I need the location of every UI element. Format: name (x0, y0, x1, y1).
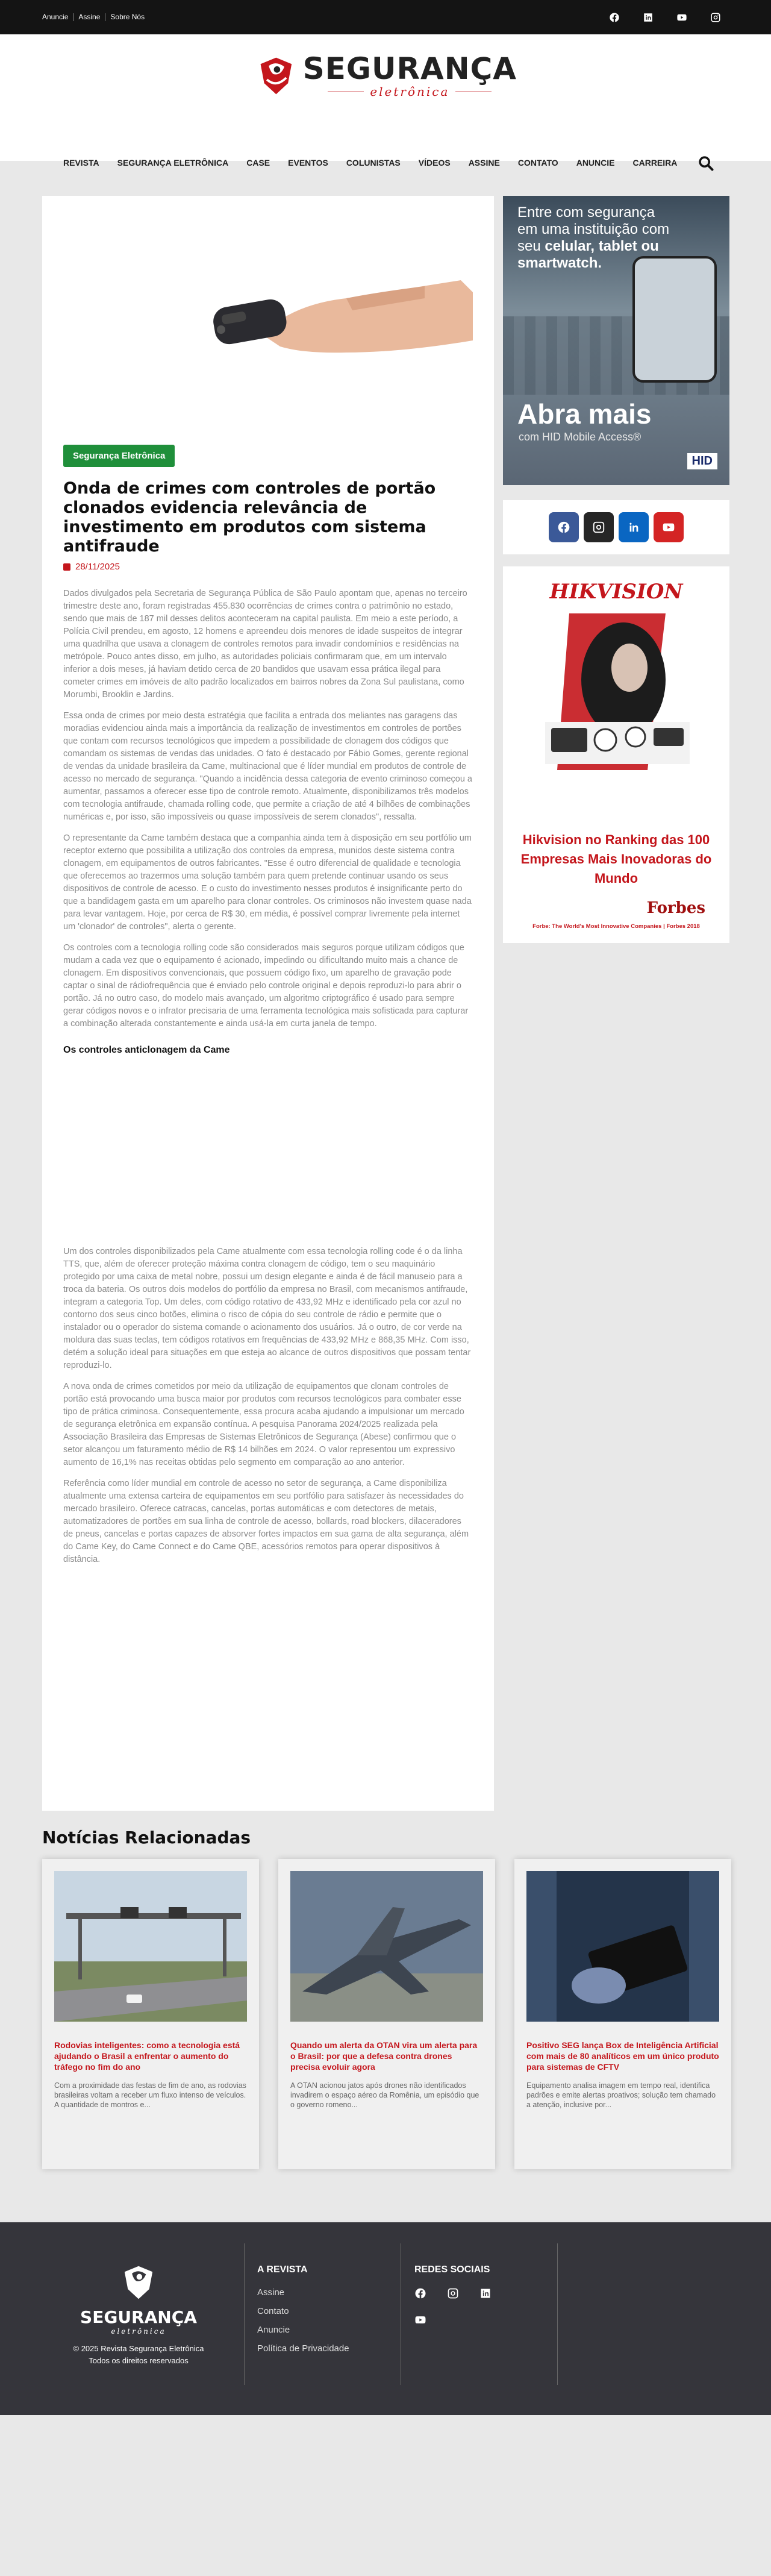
nav-contato[interactable]: CONTATO (517, 158, 558, 168)
logo-mark-icon (120, 2264, 157, 2301)
top-links (42, 13, 149, 21)
sidebar-social (503, 500, 729, 554)
embedded-video-area[interactable] (63, 1065, 473, 1246)
youtube-icon[interactable] (676, 11, 688, 24)
copyright: © 2025 Revista Segurança Eletrônica Todos os direitos reservados (73, 2344, 204, 2365)
site-footer (0, 2222, 771, 2415)
paragraph: A nova onda de crimes cometidos por meio da utilização de equipamentos que clonam controles de portão está provocando uma busca maior por produtos com recursos tecnológicos para combater esse tipo de prática criminosa. Consequentemente, essa procura acaba ajudando a impulsionar um mercado de segurança eletrônica em expansão contínua. A pesquisa Panorama 2024/2025 realizada pela Associação Brasileira das Empresas de Sistemas Eletrônicos de Segurança (Abese) confirmou que o setor alcançou um faturamento médio de R$ 14 bilhões em 2024. O valor representou um expressivo aumento de 16,1% nas receitas obtidas pelo segmento em comparação ao ano anterior. (63, 1382, 464, 1467)
article-body (63, 588, 473, 1575)
nav-carreira[interactable]: CARREIRA (632, 158, 678, 168)
card-image (54, 1871, 247, 2022)
section-heading: Os controles anticlonagem da Came (63, 1045, 230, 1055)
sidebar-ad-hid[interactable] (503, 196, 729, 485)
paragraph: Referência como líder mundial em controle de acesso no setor de segurança, a Came disponibiliza atualmente uma extensa carteira de equipamentos em seu portfólio para satisfazer às necessidades do mercado brasileiro. Oferece catracas, cancelas, portas automáticas e com detectores de metais, automatizadores de portões em sua linha de controle de acesso, bollards, road blockers, dilaceradores de pneus, cancelas e portas capazes de absorver fortes impactos em sua gama de alta segurança, além do Came Key, do Came Connect e do Came QBE, acessórios remotos para operar dispositivos à distância. (63, 1479, 469, 1564)
ad-caption: Forbe: The World's Most Innovative Companies | Forbes 2018 (532, 923, 700, 930)
ad-headline: Abra mais (517, 398, 652, 430)
instagram-icon[interactable] (447, 2287, 459, 2299)
category-badge[interactable]: Segurança Eletrônica (63, 445, 175, 467)
youtube-icon[interactable] (414, 2314, 426, 2326)
nav-seguranca-eletronica[interactable]: SEGURANÇA ELETRÔNICA (117, 158, 229, 168)
card-title[interactable]: Rodovias inteligentes: como a tecnologia está ajudando o Brasil a enfrentar o aumento do tráfego no fim do ano (54, 2040, 240, 2072)
hid-logo: HID (687, 453, 717, 469)
instagram-icon[interactable] (584, 512, 614, 542)
related-card[interactable] (514, 1859, 731, 2169)
card-excerpt: Equipamento analisa imagem em tempo real, identifica padrões e emite alertas proativos; solução tem chamado a atenção, inclusive por... (526, 2081, 716, 2109)
card-excerpt: Com a proximidade das festas de fim de ano, as rodovias brasileiras voltam a receber um fluxo intenso de veículos. A quantidade de montros e... (54, 2081, 246, 2109)
forbes-logo: Forbes (646, 899, 705, 917)
search-icon[interactable] (698, 155, 714, 172)
footer-divider (244, 2243, 245, 2385)
paragraph: Um dos controles disponibilizados pela Came atualmente com essa tecnologia rolling code é o da linha TTS, que, além de oferecer proteção máxima contra clonagem de código, tem o seu maquinário protegido por uma caixa de metal nobre, possui um design elegante e ainda é de fácil manuseio para a troca da bateria. Os outros dois modelos do portfólio da empresa no Brasil, com mecanismos antifraude, integram a categoria Top. Um deles, com código rotativo de 433,92 MHz e identificado pela cor azul no contorno dos seus cinco botões, elimina o risco de cópia do seu controle de rádio e permite que o instalador ou o operador do sistema comande o acionamento dos usuários. Já o outro, de cor verde na moldura das suas teclas, tem códigos rotativos em frequências de 433,92 MHz e 868,35 MHz. Com isso, detém a solução ideal para situações em que esteja ao alcance de outros dispositivos que possam tentar reproduzi-lo. (63, 1247, 471, 1370)
site-logo[interactable] (258, 45, 517, 107)
footer-column-title: REDES SOCIAIS (414, 2264, 490, 2275)
related-card[interactable] (278, 1859, 495, 2169)
card-title[interactable]: Positivo SEG lança Box de Inteligência Artificial com mais de 80 analíticos em um único produto para sistemas de CFTV (526, 2040, 719, 2072)
youtube-icon[interactable] (654, 512, 684, 542)
ad-text: Entre com segurança em uma instituição com seu celular, tablet ou smartwatch. (517, 204, 670, 271)
footer-revista-column (257, 2264, 349, 2362)
hero-image (63, 196, 473, 434)
card-title[interactable]: Quando um alerta da OTAN vira um alerta para o Brasil: por que a defesa contra drones precisa evoluir agora (290, 2040, 478, 2072)
linkedin-icon[interactable] (479, 2287, 492, 2299)
phone-illustration (632, 256, 717, 383)
related-news-heading: Notícias Relacionadas (42, 1828, 251, 1847)
paragraph: Dados divulgados pela Secretaria de Segurança Pública de São Paulo apontam que, apenas no terceiro trimestre deste ano, foram registradas 455.830 ocorrências de crimes contra o patrimônio no estado, sendo que mais de 187 mil desses delitos aconteceram na capital paulista. Em meio a este período, a Polícia Civil prendeu, em agosto, 12 homens e apreendeu dois menores de idade suspeitos de integrar uma quadrilha que usava a clonagem de controles remotos para invadir condomínios e residências na metrópole. Pouco antes disso, em julho, as autoridades policiais confirmaram que, em um intervalo inferior a dois meses, já haviam detido cerca de 20 bandidos que usavam essa prática ilegal para cometer crimes em imóveis de alto padrão localizados em bairros nobres da Zona Sul paulistana, como Morumbi, Brooklin e Jardins. (63, 589, 467, 700)
footer-logo-subtitle: eletrônica (111, 2327, 166, 2336)
facebook-icon[interactable] (549, 512, 579, 542)
footer-divider (557, 2243, 558, 2385)
top-social-icons (608, 11, 722, 24)
nav-revista[interactable]: REVISTA (63, 158, 99, 168)
paragraph: Os controles com a tecnologia rolling code são considerados mais seguros porque utilizam códigos que mudam a cada vez que o equipamento é acionado, impedindo ou dificultando muito mais a chance de clonagem. Em dispositivos convencionais, que possuem código fixo, um aparelho de gravação pode captar o sinal de rádiofrequência que é enviado pelo controle original e depois reproduzi-lo para abrir o portão. Já no outro caso, do modelo mais avançado, um algoritmo criptográfico é usado para sempre gerar códigos novos e o infrator precisaria de uma ferramenta tecnológica mais sofisticada para capturar a combinação alterada constantemente e ainda usá-la em curta janela de tempo. (63, 943, 469, 1029)
footer-link-privacidade[interactable]: Política de Privacidade (257, 2343, 349, 2354)
ad-subtext: com HID Mobile Access® (519, 431, 641, 443)
linkedin-icon[interactable] (619, 512, 649, 542)
article-date: 28/11/2025 (63, 562, 120, 572)
logo-title: SEGURANÇA (302, 51, 517, 86)
logo-mark-icon (258, 49, 295, 102)
footer-logo[interactable] (72, 2264, 205, 2336)
paragraph: O representante da Came também destaca que a companhia ainda tem à disposição em seu portfólio um receptor externo que possibilita a utilização dos controles da empresa, munidos deste sistema contra clonagem, em equipamentos de outros fabricantes. "Esse é outro diferencial de qualidade e tecnologia que oferecemos ao trazermos uma solução também para quem pretende continuar usando os seus dispositivos de controle de acesso. E o custo do investimento nesses produtos é insignificante perto do que a bandidagem gasta em um aparelho para clonar controles. Os criminosos não investem quase nada para levar vantagem. Hoje, por cerca de R$ 30, em média, é possível comprar livremente pela internet um 'clonador' de controles", alerta o gerente. (63, 833, 472, 932)
ad-headline: Hikvision no Ranking das 100 Empresas Mais Inovadoras do Mundo (520, 832, 712, 886)
nav-anuncie[interactable]: ANUNCIE (576, 158, 615, 168)
footer-link-anuncie[interactable]: Anuncie (257, 2325, 290, 2335)
footer-social-column (414, 2264, 511, 2326)
main-nav (0, 154, 771, 172)
linkedin-icon[interactable] (642, 11, 654, 24)
facebook-icon[interactable] (608, 11, 620, 24)
top-link-sobre[interactable]: Sobre Nós (105, 13, 149, 21)
top-link-assine[interactable]: Assine (73, 13, 105, 21)
nav-case[interactable]: CASE (246, 158, 270, 168)
top-bar (0, 0, 771, 34)
paragraph: Essa onda de crimes por meio desta estratégia que facilita a entrada dos meliantes nas garagens das moradias evidenciou ainda mais a importância da realização de investimentos em controles de portões que contam com recursos tecnológicos que impedem a possibilidade de clonagem dos códigos que comandam os sistemas de vendas das unidades. O fato é destacado por Fábio Gomes, gerente regional de vendas da unidade brasileira da Came, multinacional que é líder mundial em produtos de controle de acesso no mercado de segurança. "Quando a incidência dessa categoria de evento criminoso começou a aumentar, passamos a oferecer esse tipo de controle remoto. Atualmente, disponibilizamos três modelos com tecnologia antifraude, chamada rolling code, que permite a criação de até 4 bilhões de combinações numéricas e, por isso, são impossíveis ou quase impossíveis de serem clonados", ressalta. (63, 711, 473, 822)
top-link-anuncie[interactable]: Anuncie (42, 13, 69, 21)
card-image (290, 1871, 483, 2022)
instagram-icon[interactable] (710, 11, 722, 24)
logo-subtitle: eletrônica (328, 84, 492, 99)
nav-videos[interactable]: VÍDEOS (418, 158, 451, 168)
site-header (0, 34, 771, 168)
article (42, 196, 494, 1811)
calendar-icon (63, 563, 70, 571)
ad-illustration (545, 613, 690, 770)
footer-link-contato[interactable]: Contato (257, 2306, 289, 2316)
footer-link-assine[interactable]: Assine (257, 2287, 285, 2298)
footer-column-title: A REVISTA (257, 2264, 308, 2275)
nav-eventos[interactable]: EVENTOS (288, 158, 328, 168)
card-excerpt: A OTAN acionou jatos após drones não identificados invadirem o espaço aéreo da Romênia, um episódio que o governo romeno... (290, 2081, 479, 2109)
article-title: Onda de crimes com controles de portão clonados evidencia relevância de investimento em produtos com sistema antifraude (63, 479, 436, 556)
card-image (526, 1871, 719, 2022)
sidebar-ad-hikvision[interactable] (503, 566, 729, 943)
nav-colunistas[interactable]: COLUNISTAS (346, 158, 401, 168)
facebook-icon[interactable] (414, 2287, 426, 2299)
footer-logo-title: SEGURANÇA (80, 2307, 197, 2327)
related-card[interactable] (42, 1859, 259, 2169)
related-news-list (42, 1859, 731, 2169)
nav-assine[interactable]: ASSINE (468, 158, 500, 168)
hikvision-logo: HIKVISION (549, 580, 683, 604)
